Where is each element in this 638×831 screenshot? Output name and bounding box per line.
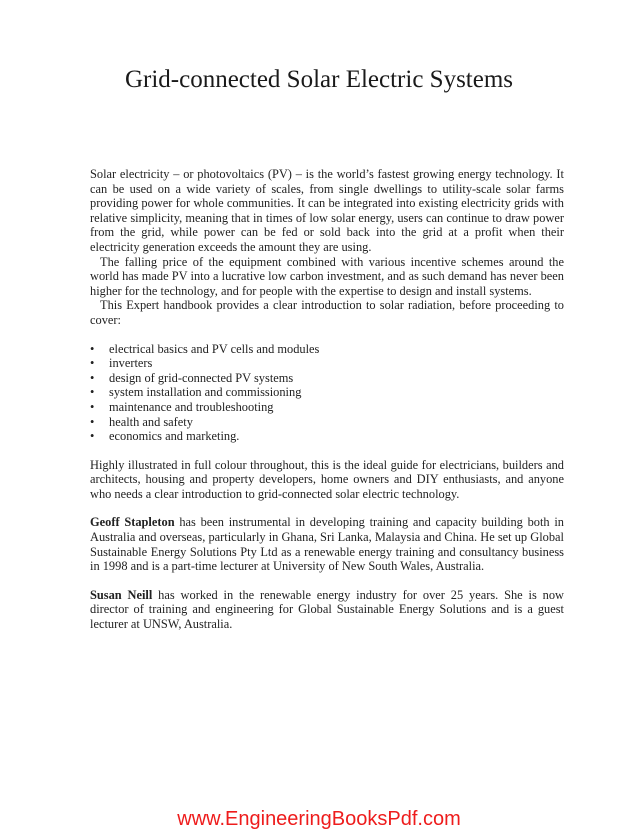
bullet-icon: • (90, 399, 95, 414)
bullet-icon: • (90, 341, 95, 356)
list-item-text: health and safety (109, 414, 193, 429)
list-item-text: economics and marketing. (109, 429, 240, 444)
topics-list (90, 342, 564, 444)
list-item (90, 400, 564, 415)
footer-website-link[interactable]: www.EngineeringBooksPdf.com (177, 808, 461, 830)
bullet-icon: • (90, 356, 95, 371)
list-item (90, 342, 564, 357)
bullet-icon: • (90, 385, 95, 400)
spacer (90, 574, 564, 588)
author-bio-text: has worked in the renewable energy industry for over 25 years. She is now director of training and engineering for Global Sustainable Energy Solutions and is a guest lecturer at UNSW, Australia. (90, 587, 564, 632)
list-item-text: maintenance and troubleshooting (109, 399, 274, 414)
intro-paragraph: Solar electricity – or photovoltaics (PV) – is the world’s fastest growing energy technology. It can be used on a wide variety of scales, from single dwellings to utility-scale solar farms providing power for whole communities. It can be integrated into existing electricity grids with relative simplicity, meaning that in times of low solar energy, users can continue to draw power from the grid, while power can be fed or sold back into the grid at a profit when their electricity generation exceeds the amount they are using. (90, 167, 564, 254)
spacer (90, 501, 564, 515)
bullet-icon: • (90, 370, 95, 385)
author-bio (90, 515, 564, 573)
list-item-text: system installation and commissioning (109, 385, 302, 400)
list-item-text: design of grid-connected PV systems (109, 370, 294, 385)
list-item-text: inverters (109, 356, 153, 371)
spacer (90, 328, 564, 342)
bullet-icon: • (90, 429, 95, 444)
description-body (90, 167, 564, 632)
handbook-paragraph: This Expert handbook provides a clear introduction to solar radiation, before proceeding to cover: (90, 298, 564, 327)
bullet-icon: • (90, 414, 95, 429)
author-name: Geoff Stapleton (90, 515, 175, 530)
spacer (90, 444, 564, 458)
author-name: Susan Neill (90, 587, 153, 602)
page-title: Grid-connected Solar Electric Systems (124, 66, 514, 93)
list-item-text: electrical basics and PV cells and modules (109, 341, 320, 356)
list-item (90, 356, 564, 371)
list-item (90, 371, 564, 386)
summary-paragraph: Highly illustrated in full colour throughout, this is the ideal guide for electricians, builders and architects, housing and property developers, home owners and DIY enthusiasts, and anyone who needs a clear introduction to grid-connected solar electric technology. (90, 457, 564, 501)
market-paragraph: The falling price of the equipment combined with various incentive schemes around the world has made PV into a lucrative low carbon investment, and as such demand has never been higher for the technology, and for people with the expertise to design and install systems. (90, 254, 564, 298)
author-bio (90, 588, 564, 632)
list-item (90, 415, 564, 430)
list-item (90, 429, 564, 444)
list-item (90, 385, 564, 400)
author-bio-text: has been instrumental in developing training and capacity building both in Australia and overseas, particularly in Ghana, Sri Lanka, Malaysia and China. He set up Global Sustainable Energy Solutions Pty Ltd as a renewable energy training and consultancy business in 1998 and is a part-time lecturer at University of New South Wales, Australia. (90, 515, 564, 574)
